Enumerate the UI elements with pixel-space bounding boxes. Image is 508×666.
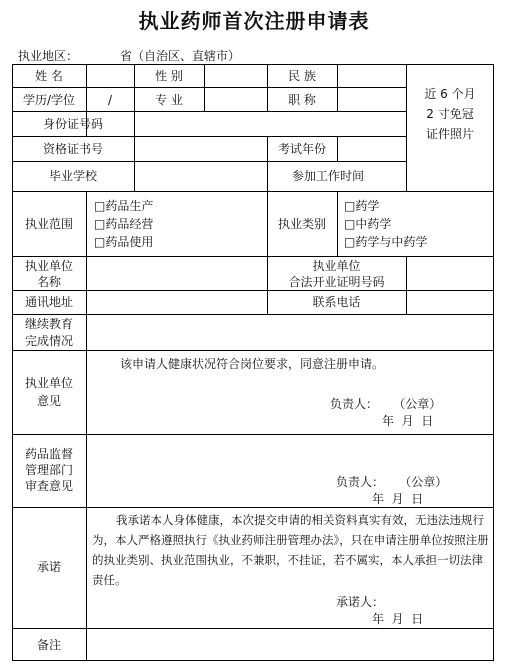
promise-signer: 承诺人： bbox=[336, 595, 385, 609]
row-line bbox=[12, 111, 406, 112]
label-education: 学历/学位 bbox=[22, 93, 76, 107]
row-line bbox=[12, 136, 406, 137]
dept-opinion-date: 年 月 日 bbox=[372, 492, 424, 506]
row-line bbox=[12, 507, 494, 508]
row-line bbox=[12, 161, 406, 162]
category-option-pharmacy[interactable]: □药学 bbox=[344, 199, 380, 213]
category-option-both[interactable]: □药学与中药学 bbox=[344, 235, 428, 249]
unit-opinion-statement: 该申请人健康状况符合岗位要求，同意注册申请。 bbox=[120, 357, 385, 371]
col-line bbox=[337, 191, 338, 257]
scope-option-use[interactable]: □药品使用 bbox=[94, 235, 154, 249]
col-line bbox=[86, 314, 87, 661]
label-edu-2: 完成情况 bbox=[24, 334, 73, 348]
col-line bbox=[337, 64, 338, 112]
row-line bbox=[12, 191, 494, 192]
label-ethnicity: 民 族 bbox=[288, 69, 316, 83]
photo-hint-3: 证件照片 bbox=[425, 127, 474, 141]
photo-hint-1: 近 6 个月 bbox=[424, 87, 476, 101]
col-line bbox=[204, 64, 205, 112]
col-line bbox=[337, 136, 338, 162]
unit-opinion-date: 年 月 日 bbox=[382, 414, 434, 428]
label-phone: 联系电话 bbox=[312, 295, 361, 309]
row-line bbox=[12, 256, 494, 257]
label-work-start: 参加工作时间 bbox=[292, 169, 365, 183]
region-province: 省（自治区、直辖市） bbox=[120, 49, 241, 63]
label-edu-1: 继续教育 bbox=[24, 317, 73, 331]
label-scope: 执业范围 bbox=[24, 217, 73, 231]
label-exam-year: 考试年份 bbox=[277, 142, 326, 156]
row-line bbox=[12, 350, 494, 351]
label-unit-license-1: 执业单位 bbox=[312, 259, 361, 273]
label-unit-name-1: 执业单位 bbox=[24, 259, 73, 273]
col-line bbox=[134, 111, 135, 137]
promise-text: 我承诺本人身体健康，本次提交申请的相关资料真实有效，无违法违规行为，本人严格遵照执行《执业药师注册管理办法》，只在申请注册单位按照注册的执业类别、执业范围执业，不兼职，不挂证，若不属实，本人承担一切法律责任。 bbox=[92, 513, 489, 587]
label-unit-name-2: 名称 bbox=[36, 275, 61, 289]
unit-opinion-signer: 负责人： （公章） bbox=[330, 397, 442, 411]
label-dept-1: 药品监督 bbox=[24, 447, 73, 461]
col-line bbox=[134, 136, 135, 162]
label-dept-3: 审查意见 bbox=[24, 479, 73, 493]
label-dept-2: 管理部门 bbox=[24, 463, 73, 477]
label-name: 姓 名 bbox=[35, 69, 63, 83]
label-category: 执业类别 bbox=[277, 217, 326, 231]
label-remarks: 备注 bbox=[36, 638, 61, 652]
form-title: 执业药师首次注册申请表 bbox=[138, 9, 370, 33]
col-line bbox=[267, 161, 268, 192]
label-cert-number: 资格证书号 bbox=[42, 142, 103, 156]
label-promise: 承诺 bbox=[36, 560, 61, 574]
label-id-number: 身份证号码 bbox=[42, 117, 103, 131]
col-line bbox=[406, 256, 407, 315]
label-title: 职 称 bbox=[288, 93, 316, 107]
label-unit-opinion-1: 执业单位 bbox=[24, 376, 73, 390]
dept-opinion-signer: 负责人： （公章） bbox=[336, 475, 448, 489]
label-gender: 性 别 bbox=[155, 69, 183, 83]
label-unit-opinion-2: 意见 bbox=[36, 394, 61, 408]
col-line bbox=[86, 256, 87, 315]
education-slash: / bbox=[107, 93, 113, 107]
scope-option-business[interactable]: □药品经营 bbox=[94, 217, 154, 231]
scope-option-production[interactable]: □药品生产 bbox=[94, 199, 154, 213]
row-line bbox=[12, 628, 494, 629]
label-unit-license-2: 合法开业证明号码 bbox=[288, 275, 385, 289]
region-label: 执业地区： bbox=[18, 49, 79, 63]
label-address: 通讯地址 bbox=[24, 295, 73, 309]
label-major: 专 业 bbox=[155, 93, 183, 107]
col-line bbox=[134, 161, 135, 192]
label-school: 毕业学校 bbox=[48, 169, 97, 183]
category-option-tcm[interactable]: □中药学 bbox=[344, 217, 392, 231]
row-line bbox=[12, 87, 406, 88]
col-line bbox=[86, 191, 87, 257]
row-line bbox=[12, 314, 494, 315]
promise-date: 年 月 日 bbox=[372, 612, 424, 626]
photo-hint-2: 2 寸免冠 bbox=[426, 107, 474, 121]
row-line bbox=[12, 290, 494, 291]
row-line bbox=[12, 434, 494, 435]
